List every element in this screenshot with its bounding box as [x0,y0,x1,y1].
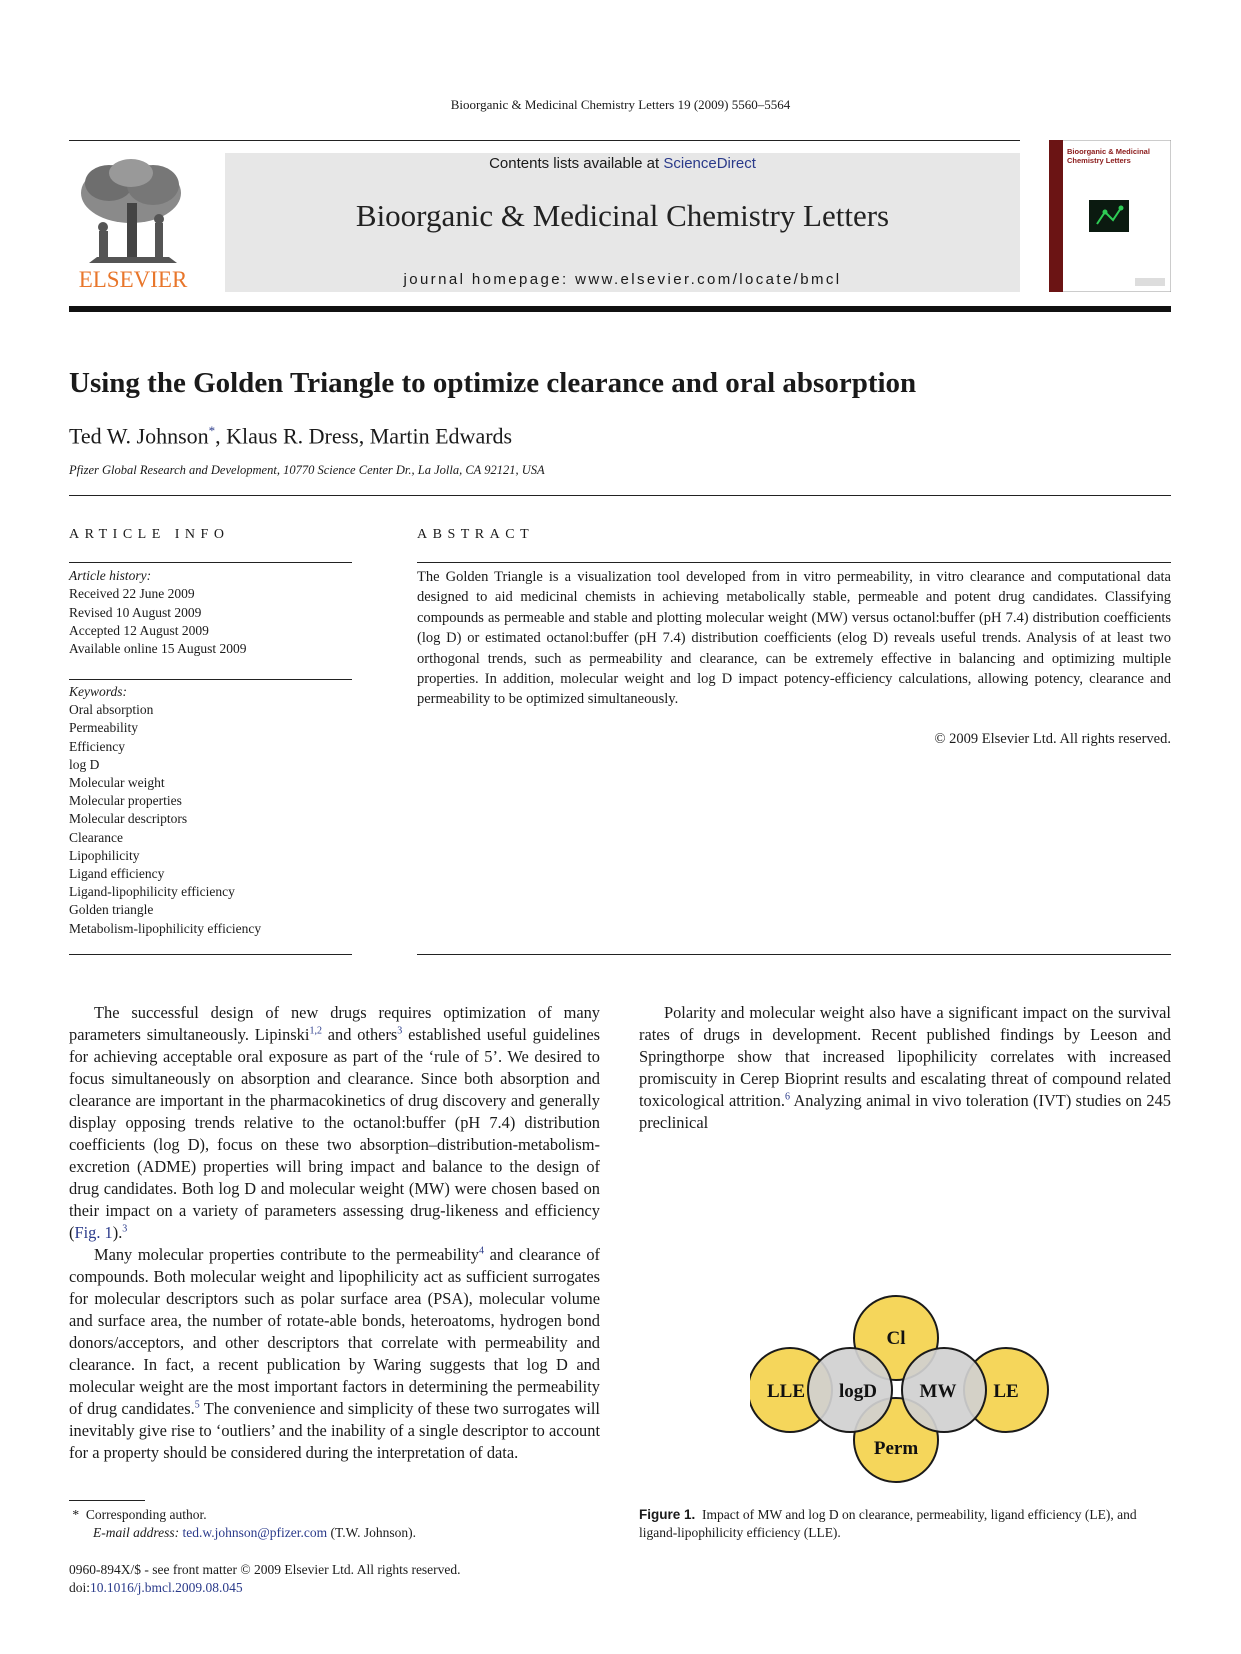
footnote-rule [69,1500,145,1501]
issn-line: 0960-894X/$ - see front matter © 2009 Elsevier Ltd. All rights reserved. [69,1562,461,1577]
keyword: Ligand efficiency [69,866,165,882]
keyword: Golden triangle [69,902,154,918]
keyword: Metabolism-lipophilicity efficiency [69,920,262,936]
keyword: Oral absorption [69,702,154,718]
body-right-column [639,1002,1171,1134]
contents-line [225,155,1020,172]
citation-link[interactable]: 5 [194,1399,200,1411]
elsevier-tree-logo [69,153,197,295]
article-title: Using the Golden Triangle to optimize clearance and oral absorption [69,367,917,399]
label-lle: LLE [766,1381,806,1402]
journal-homepage[interactable]: journal homepage: www.elsevier.com/locate/bmcl [403,271,842,288]
svg-text:Bioorganic & Medicinal: Bioorganic & Medicinal [1067,147,1150,156]
text-run: Analyzing animal in vivo toleration (IVT) studies on 245 preclinical [639,1091,1171,1132]
keyword: Clearance [69,829,123,845]
label-le: LE [993,1381,1019,1402]
keyword: Lipophilicity [69,847,140,863]
label-perm: Perm [873,1438,919,1459]
author-list [69,423,512,449]
text-run: and others [321,1025,398,1044]
abstract-text: The Golden Triangle is a visualization tool developed from in vitro permeability, in vitro clearance and computational data designed to aid medicinal chemists in achieving metabolically stable, permeable and potent drug candidates. Classifying compounds as permeable and stable and plotting molecular weight (MW) versus octanol:buffer (pH 7.4) distribution coefficients (log D) or estimated octanol:buffer (pH 7.4) distribution coefficients (elog D) reveals useful trends. Analysis of at least two orthogonal trends, such as permeability and clearance, can be extremely effective in balancing and optimizing multiple properties. In addition, molecular weight and log D impact potency-efficiency calculations, allowing potency, clearance and permeability to be optimized simultaneously. [417,569,1171,708]
doi-link[interactable]: 10.1016/j.bmcl.2009.08.045 [90,1580,243,1595]
keywords-list [69,683,352,938]
article-history [69,567,352,658]
abstract-rule [417,954,1171,955]
affiliation-rule [69,495,1171,496]
journal-cover-thumbnail[interactable] [1049,140,1171,292]
affiliation: Pfizer Global Research and Development, 10770 Science Center Dr., La Jolla, CA 92121, USA [69,463,545,477]
corresponding-author-footnote [69,1506,416,1542]
keyword: Permeability [69,720,138,736]
citation-link[interactable]: 1,2 [309,1025,322,1037]
body-paragraph [639,1002,1171,1134]
figure-caption [639,1506,1171,1542]
info-rule [69,562,352,563]
keyword: log D [69,756,100,772]
text-run: Polarity and molecular weight also have a significant impact on the survival rates of drugs in development. Recent published findings by Leeson and Springthorpe show that increased lipophilicity correlates with increased promiscuity in Cerep Bioprint results and escalating threat of compound related toxicological attrition. [639,1003,1171,1110]
citation-link[interactable]: 3 [122,1223,128,1235]
history-online: Available online 15 August 2009 [69,641,247,657]
history-label: Article history: [69,568,152,583]
header-rule [69,140,1020,141]
keyword: Molecular weight [69,775,165,791]
label-mw: MW [919,1381,957,1402]
body-left-column [69,1002,600,1464]
header-thick-rule [69,306,1171,312]
info-rule [69,679,352,680]
history-revised: Revised 10 August 2009 [69,604,202,620]
history-accepted: Accepted 12 August 2009 [69,622,209,638]
citation-link[interactable]: 3 [397,1025,403,1037]
corresponding-author-mark[interactable]: * [208,423,216,438]
citation-link[interactable]: 6 [784,1091,790,1103]
other-authors: , Klaus R. Dress, Martin Edwards [215,423,513,449]
text-run: and clearance of compounds. Both molecular weight and lipophilicity act as sufficient surrogates for molecular descriptors such as polar surface area (PSA), molecular volume and surface area, the number of rotate-able bonds, heteroatoms, hydrogen bond donors/acceptors, and other descriptors that correlate with permeability and clearance. In fact, a recent publication by Waring suggests that log D and molecular weight are the most important factors in determining the permeability of drug candidates. [69,1245,600,1418]
body-paragraph [69,1244,600,1464]
text-run: ). [112,1223,123,1242]
body-paragraph [69,1002,600,1244]
keyword: Molecular descriptors [69,811,188,827]
journal-title: Bioorganic & Medicinal Chemistry Letters [355,198,890,233]
figure-link[interactable]: Fig. 1 [74,1223,113,1242]
email-link[interactable]: ted.w.johnson@pfizer.com [182,1525,328,1540]
info-rule [69,954,352,955]
text-run: established useful guidelines for achieving acceptable oral exposure as part of the ‘rule of 5’. We desired to focus simultaneously on absorption and clearance. Since both absorption and clearance are important in the pharmacokinetics of drug discovery and generally display opposing trends relative to the octanol:buffer (pH 7.4) distribution coefficients (log D), focus on these two absorption–distribution-metabolism-excretion (ADME) properties will bring impact and balance to the design of drug candidates. Both log D and molecular weight (MW) were chosen based on their impact on a variety of parameters assessing drug-likeness and efficiency ( [69,1025,600,1242]
citation-link[interactable]: 4 [479,1245,484,1257]
contents-prefix: Contents lists available at [489,155,664,172]
footnote-mark: * [72,1507,80,1522]
journal-reference: Bioorganic & Medicinal Chemistry Letters 19 (2009) 5560–5564 [450,97,791,112]
abstract-heading: ABSTRACT [417,527,535,542]
figure-1-venn-diagram [750,1282,1050,1496]
text-run: The successful design of new drugs requires optimization of many parameters simultaneously. Lipinski [69,1003,600,1044]
keywords-label: Keywords: [69,684,127,699]
sciencedirect-link[interactable]: ScienceDirect [663,155,756,172]
svg-text:Chemistry Letters: Chemistry Letters [1067,156,1131,165]
front-matter [69,1561,461,1597]
figure-caption-text: Impact of MW and log D on clearance, permeability, ligand efficiency (LE), and ligand-lipophilicity efficiency (LLE). [639,1507,1137,1540]
email-label: E-mail address: [93,1525,180,1540]
label-logd: logD [839,1381,877,1402]
abstract-copyright: © 2009 Elsevier Ltd. All rights reserved. [934,731,1171,747]
footnote-text: Corresponding author. [85,1507,207,1522]
elsevier-wordmark: ELSEVIER [78,267,188,292]
text-run: Many molecular properties contribute to the permeability [94,1245,479,1264]
keyword: Efficiency [69,738,125,754]
text-run: The convenience and simplicity of these two surrogates will inevitably give rise to ‘outliers’ and the inability of a single descriptor to account for a property should be considered during the interpretation of data. [69,1399,600,1462]
keyword: Ligand-lipophilicity efficiency [69,884,235,900]
label-cl: Cl [886,1328,906,1349]
keyword: Molecular properties [69,793,182,809]
article-info-heading: ARTICLE INFO [69,527,230,542]
author-name[interactable]: Ted W. Johnson [69,423,209,449]
history-received: Received 22 June 2009 [69,586,195,602]
email-suffix: (T.W. Johnson). [330,1525,417,1540]
doi-label: doi: [69,1580,91,1595]
figure-caption-label: Figure 1. [639,1507,696,1522]
abstract-rule [417,562,1171,563]
